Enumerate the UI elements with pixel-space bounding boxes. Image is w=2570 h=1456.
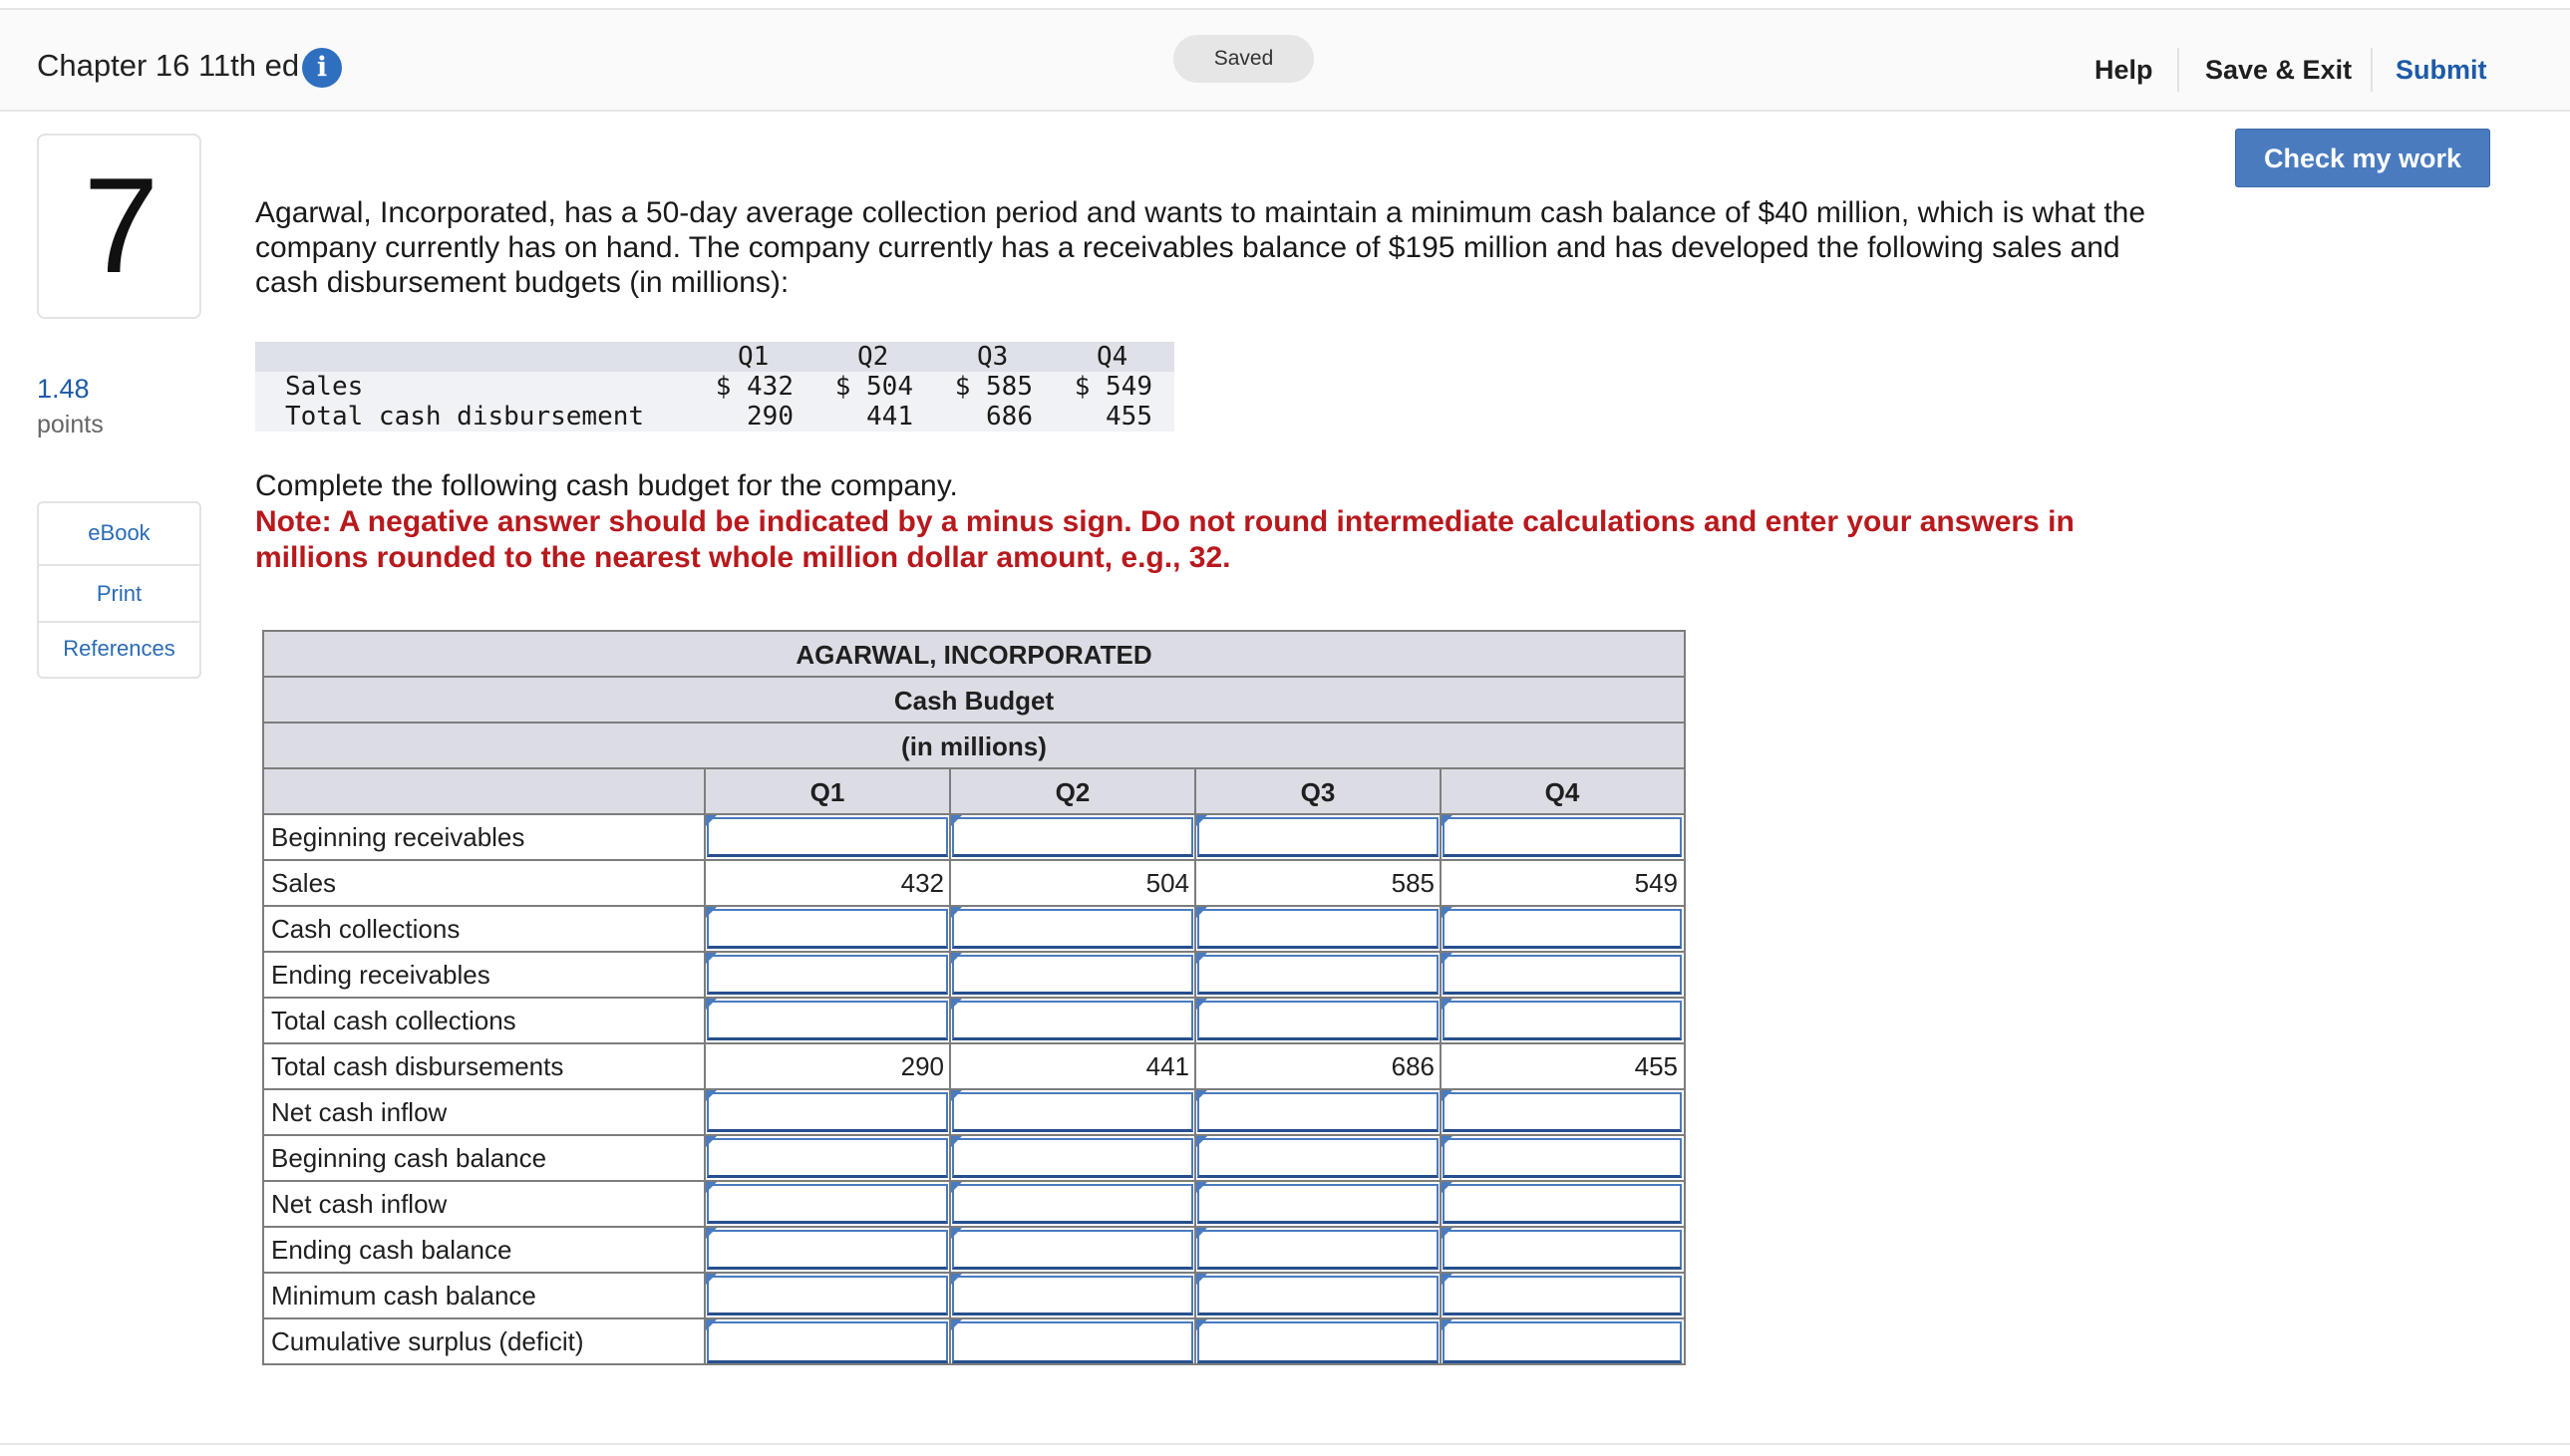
budget-input-cell bbox=[705, 907, 950, 953]
answer-input[interactable] bbox=[1443, 909, 1682, 949]
given-table-body bbox=[255, 372, 1174, 432]
resource-links-panel bbox=[37, 501, 201, 679]
answer-input[interactable] bbox=[1443, 1230, 1682, 1270]
answer-input[interactable] bbox=[1443, 955, 1682, 995]
saved-status-badge: Saved bbox=[1173, 35, 1314, 83]
budget-value-cell: 504 bbox=[950, 861, 1195, 907]
input-marker-icon bbox=[1195, 907, 1207, 919]
budget-input-cell bbox=[1441, 907, 1684, 953]
instruction-text: Complete the following cash budget for the company. bbox=[255, 469, 958, 502]
answer-input[interactable] bbox=[707, 1276, 948, 1315]
given-cell: 455 bbox=[1106, 402, 1152, 432]
answer-input[interactable] bbox=[952, 1092, 1193, 1132]
input-marker-icon bbox=[705, 1228, 717, 1240]
points-value: 1.48 bbox=[37, 374, 90, 404]
budget-row-label: Net cash inflow bbox=[264, 1182, 705, 1228]
answer-input[interactable] bbox=[952, 1138, 1193, 1178]
budget-column-header: Q1 bbox=[705, 769, 950, 815]
given-cell: $ 504 bbox=[834, 372, 913, 402]
budget-value-cell: 290 bbox=[705, 1044, 950, 1090]
budget-input-cell bbox=[950, 999, 1195, 1044]
print-link[interactable]: Print bbox=[96, 581, 143, 606]
budget-input-cell bbox=[1195, 1228, 1441, 1274]
given-table-header bbox=[255, 342, 1174, 372]
budget-input-cell bbox=[1195, 1090, 1441, 1136]
given-cell: 290 bbox=[747, 402, 794, 432]
budget-input-cell bbox=[1441, 1182, 1684, 1228]
input-marker-icon bbox=[950, 953, 962, 965]
input-marker-icon bbox=[1195, 953, 1207, 965]
top-border bbox=[0, 0, 2570, 10]
budget-value-cell: 455 bbox=[1441, 1044, 1684, 1090]
budget-column-header-blank bbox=[264, 769, 705, 815]
input-marker-icon bbox=[1441, 1090, 1452, 1102]
input-marker-icon bbox=[950, 1090, 962, 1102]
budget-input-cell bbox=[705, 1136, 950, 1182]
given-cell: $ 549 bbox=[1074, 372, 1152, 402]
header-bar bbox=[0, 10, 2570, 112]
answer-input[interactable] bbox=[707, 1138, 948, 1178]
budget-input-cell bbox=[1195, 999, 1441, 1044]
input-marker-icon bbox=[1441, 1182, 1452, 1194]
answer-input[interactable] bbox=[952, 1321, 1193, 1363]
budget-grid-line bbox=[704, 769, 706, 1365]
answer-input[interactable] bbox=[707, 1001, 948, 1040]
input-marker-icon bbox=[1441, 1228, 1452, 1240]
budget-value-cell: 432 bbox=[705, 861, 950, 907]
input-marker-icon bbox=[1441, 815, 1452, 827]
answer-input[interactable] bbox=[707, 955, 948, 995]
answer-input[interactable] bbox=[952, 909, 1193, 949]
budget-units: (in millions) bbox=[264, 724, 1684, 769]
input-marker-icon bbox=[705, 907, 717, 919]
budget-input-cell bbox=[705, 999, 950, 1044]
given-row-label: Total cash disbursement bbox=[285, 402, 645, 432]
answer-input[interactable] bbox=[1443, 1184, 1682, 1224]
budget-value-cell: 686 bbox=[1195, 1044, 1441, 1090]
budget-input-cell bbox=[950, 953, 1195, 999]
budget-input-cell bbox=[1441, 815, 1684, 861]
given-cell: 441 bbox=[866, 402, 913, 432]
info-icon[interactable]: i bbox=[302, 48, 342, 88]
budget-row-label: Minimum cash balance bbox=[264, 1274, 705, 1319]
answer-input[interactable] bbox=[1443, 1092, 1682, 1132]
budget-row-label: Beginning receivables bbox=[264, 815, 705, 861]
note-text: Note: A negative answer should be indicated by a minus sign. Do not round intermediate calculations and enter your answers in millions rounded to the nearest whole million dollar amount, e.g., 32. bbox=[255, 505, 2075, 574]
budget-input-cell bbox=[1195, 1274, 1441, 1319]
input-marker-icon bbox=[705, 999, 717, 1011]
budget-grid-line bbox=[949, 769, 951, 1365]
question-number: 7 bbox=[83, 149, 160, 301]
given-col-header: Q2 bbox=[857, 342, 889, 372]
answer-input[interactable] bbox=[1197, 1184, 1439, 1224]
answer-input[interactable] bbox=[1443, 817, 1682, 857]
problem-text: Agarwal, Incorporated, has a 50-day average collection period and wants to maintain a minimum cash balance of $40 million, which is what the company currently has on hand. The company currently has a receivables balance of $195 million and has developed the following sales and cash disbursement budgets (in millions): bbox=[255, 196, 2146, 299]
budget-input-cell bbox=[950, 1228, 1195, 1274]
answer-input[interactable] bbox=[1197, 1321, 1439, 1363]
input-marker-icon bbox=[950, 1274, 962, 1286]
given-col-header: Q3 bbox=[977, 342, 1009, 372]
input-marker-icon bbox=[1195, 815, 1207, 827]
input-marker-icon bbox=[950, 1182, 962, 1194]
budget-input-cell bbox=[1441, 953, 1684, 999]
answer-input[interactable] bbox=[707, 1092, 948, 1132]
input-marker-icon bbox=[1195, 1090, 1207, 1102]
input-marker-icon bbox=[1441, 907, 1452, 919]
help-link[interactable]: Help bbox=[2094, 55, 2153, 85]
budget-column-header: Q4 bbox=[1441, 769, 1684, 815]
budget-row-label: Cumulative surplus (deficit) bbox=[271, 1326, 584, 1356]
given-col-header: Q4 bbox=[1097, 342, 1128, 372]
budget-row-label: Ending cash balance bbox=[264, 1228, 705, 1274]
input-marker-icon bbox=[950, 907, 962, 919]
answer-input[interactable] bbox=[952, 955, 1193, 995]
budget-input-cell bbox=[705, 1090, 950, 1136]
budget-input-cell bbox=[705, 815, 950, 861]
input-marker-icon bbox=[705, 1319, 717, 1331]
budget-input-cell bbox=[950, 1319, 1195, 1365]
input-marker-icon bbox=[950, 999, 962, 1011]
input-marker-icon bbox=[1441, 1319, 1452, 1331]
answer-input[interactable] bbox=[952, 1230, 1193, 1270]
budget-value-cell: 441 bbox=[950, 1044, 1195, 1090]
cash-budget-table bbox=[262, 630, 1686, 1365]
budget-grid-line bbox=[1440, 769, 1442, 1365]
budget-column-header: Q3 bbox=[1195, 769, 1441, 815]
budget-row-label: Sales bbox=[264, 861, 705, 907]
budget-input-cell bbox=[1195, 1319, 1441, 1365]
input-marker-icon bbox=[705, 1136, 717, 1148]
budget-input-cell bbox=[950, 1136, 1195, 1182]
input-marker-icon bbox=[1195, 1182, 1207, 1194]
given-col-header: Q1 bbox=[738, 342, 770, 372]
input-marker-icon bbox=[1195, 1228, 1207, 1240]
budget-input-cell bbox=[1195, 953, 1441, 999]
footer-divider bbox=[0, 1443, 2570, 1445]
answer-input[interactable] bbox=[1443, 1001, 1682, 1040]
answer-input[interactable] bbox=[707, 1184, 948, 1224]
answer-input[interactable] bbox=[707, 1230, 948, 1270]
budget-row-label: Ending receivables bbox=[264, 953, 705, 999]
budget-title: AGARWAL, INCORPORATED bbox=[264, 632, 1684, 678]
budget-input-cell bbox=[950, 1090, 1195, 1136]
budget-column-header: Q2 bbox=[950, 769, 1195, 815]
input-marker-icon bbox=[950, 1136, 962, 1148]
answer-input[interactable] bbox=[707, 817, 948, 857]
input-marker-icon bbox=[705, 1090, 717, 1102]
check-my-work-button[interactable]: Check my work bbox=[2235, 129, 2490, 187]
budget-input-cell bbox=[1441, 1090, 1684, 1136]
budget-input-cell bbox=[1441, 1274, 1684, 1319]
budget-input-cell bbox=[1441, 1319, 1684, 1365]
budget-input-cell bbox=[705, 1182, 950, 1228]
references-link[interactable]: References bbox=[63, 636, 175, 661]
answer-input[interactable] bbox=[1443, 1321, 1682, 1363]
budget-input-cell bbox=[1195, 815, 1441, 861]
budget-row-label: Total cash collections bbox=[264, 999, 705, 1044]
answer-input[interactable] bbox=[1443, 1138, 1682, 1178]
answer-input[interactable] bbox=[1443, 1276, 1682, 1315]
answer-input[interactable] bbox=[952, 1001, 1193, 1040]
input-marker-icon bbox=[1441, 1274, 1452, 1286]
budget-input-cell bbox=[950, 815, 1195, 861]
budget-input-cell bbox=[1195, 907, 1441, 953]
answer-input[interactable] bbox=[1197, 1138, 1439, 1178]
question-number-card bbox=[37, 134, 201, 319]
budget-input-cell bbox=[705, 1228, 950, 1274]
answer-input[interactable] bbox=[952, 1276, 1193, 1315]
budget-input-cell bbox=[1441, 1136, 1684, 1182]
input-marker-icon bbox=[1195, 999, 1207, 1011]
input-marker-icon bbox=[1195, 1136, 1207, 1148]
budget-input-cell bbox=[705, 953, 950, 999]
points-label: points bbox=[37, 411, 104, 438]
budget-row-label: Cash collections bbox=[264, 907, 705, 953]
input-marker-icon bbox=[705, 1182, 717, 1194]
budget-row-label: Net cash inflow bbox=[264, 1090, 705, 1136]
answer-input[interactable] bbox=[952, 817, 1193, 857]
chapter-title: Chapter 16 11th ed bbox=[37, 48, 300, 83]
answer-input[interactable] bbox=[1197, 1276, 1439, 1315]
budget-input-cell bbox=[1195, 1182, 1441, 1228]
answer-input[interactable] bbox=[1197, 909, 1439, 949]
budget-grid-line bbox=[1194, 769, 1196, 1365]
budget-input-cell bbox=[950, 1182, 1195, 1228]
input-marker-icon bbox=[705, 1274, 717, 1286]
answer-input[interactable] bbox=[707, 1321, 948, 1363]
input-marker-icon bbox=[705, 953, 717, 965]
save-exit-link[interactable]: Save & Exit bbox=[2205, 55, 2353, 85]
header-divider bbox=[2177, 48, 2179, 92]
input-marker-icon bbox=[950, 1319, 962, 1331]
input-marker-icon bbox=[1195, 1274, 1207, 1286]
answer-input[interactable] bbox=[1197, 955, 1439, 995]
budget-input-cell bbox=[705, 1274, 950, 1319]
input-marker-icon bbox=[1441, 953, 1452, 965]
input-marker-icon bbox=[705, 815, 717, 827]
given-cell: 686 bbox=[986, 402, 1033, 432]
submit-link[interactable]: Submit bbox=[2396, 55, 2487, 85]
input-marker-icon bbox=[950, 815, 962, 827]
answer-input[interactable] bbox=[952, 1184, 1193, 1224]
answer-input[interactable] bbox=[1197, 817, 1439, 857]
header-divider bbox=[2371, 48, 2373, 92]
budget-input-cell bbox=[1441, 999, 1684, 1044]
ebook-link[interactable]: eBook bbox=[88, 520, 151, 545]
budget-input-cell bbox=[950, 1274, 1195, 1319]
given-row-label: Sales bbox=[285, 372, 364, 402]
input-marker-icon bbox=[1441, 1136, 1452, 1148]
budget-input-cell bbox=[705, 1319, 950, 1365]
answer-input[interactable] bbox=[707, 909, 948, 949]
input-marker-icon bbox=[950, 1228, 962, 1240]
answer-input[interactable] bbox=[1197, 1092, 1439, 1132]
given-cell: $ 432 bbox=[715, 372, 794, 402]
budget-input-cell bbox=[1441, 1228, 1684, 1274]
answer-input[interactable] bbox=[1197, 1230, 1439, 1270]
budget-value-cell: 585 bbox=[1195, 861, 1441, 907]
budget-row-label: Beginning cash balance bbox=[264, 1136, 705, 1182]
budget-input-cell bbox=[950, 907, 1195, 953]
given-data-table bbox=[255, 342, 1174, 432]
given-cell: $ 585 bbox=[954, 372, 1033, 402]
budget-row-label: Total cash disbursements bbox=[264, 1044, 705, 1090]
budget-subtitle: Cash Budget bbox=[264, 678, 1684, 724]
answer-input[interactable] bbox=[1197, 1001, 1439, 1040]
divider bbox=[39, 564, 199, 566]
divider bbox=[39, 621, 199, 623]
input-marker-icon bbox=[1195, 1319, 1207, 1331]
input-marker-icon bbox=[1441, 999, 1452, 1011]
budget-input-cell bbox=[1195, 1136, 1441, 1182]
budget-value-cell: 549 bbox=[1441, 861, 1684, 907]
